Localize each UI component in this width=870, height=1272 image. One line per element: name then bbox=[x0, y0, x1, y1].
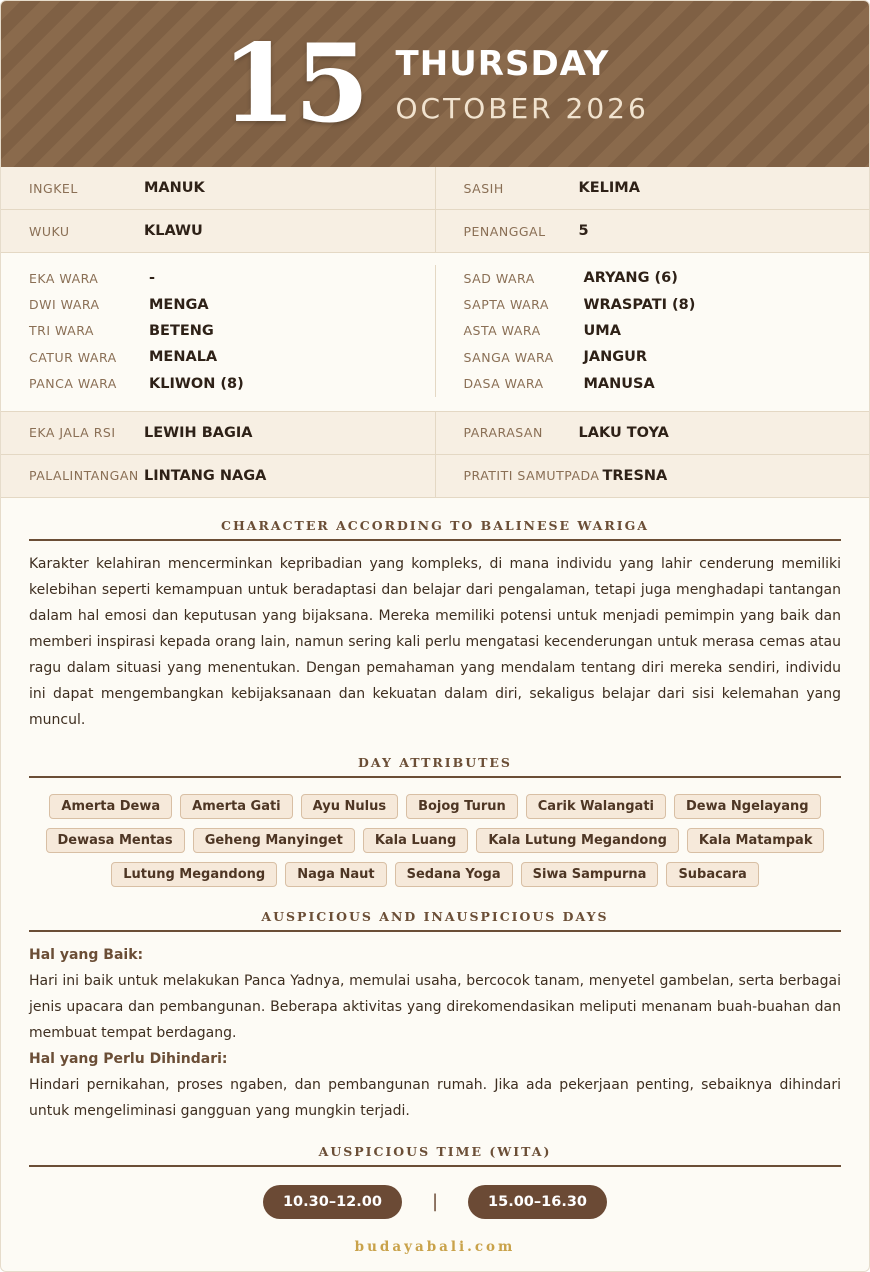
info-cell-penanggal bbox=[435, 210, 870, 252]
info-label: PARARASAN bbox=[463, 425, 543, 441]
wara-item bbox=[1, 371, 435, 397]
wara-label: DWI WARA bbox=[29, 297, 100, 313]
wara-value: UMA bbox=[583, 322, 621, 339]
wara-value: MANUSA bbox=[583, 375, 655, 392]
attribute-chip: Naga Naut bbox=[285, 862, 386, 887]
wara-item bbox=[436, 344, 870, 370]
times-section-title: AUSPICIOUS TIME (WITA) bbox=[29, 1144, 841, 1167]
wara-item bbox=[1, 291, 435, 317]
wara-value: BETENG bbox=[149, 322, 214, 339]
wara-table bbox=[1, 253, 869, 412]
info-row bbox=[1, 455, 869, 498]
info-value: LAKU TOYA bbox=[578, 424, 669, 441]
wara-item bbox=[436, 291, 870, 317]
info-cell-sasih bbox=[435, 167, 870, 209]
info-label: WUKU bbox=[29, 223, 70, 239]
avoid-text: Hindari pernikahan, proses ngaben, dan pembangunan rumah. Jika ada pekerjaan penting, sebaiknya dihindari untuk mengeliminasi gangguan yang mungkin terjadi. bbox=[29, 1076, 841, 1119]
wara-column-right bbox=[435, 265, 870, 397]
info-value: TRESNA bbox=[602, 467, 668, 484]
wara-label: SAPTA WARA bbox=[463, 297, 549, 313]
info-row bbox=[1, 210, 869, 253]
wara-label: PANCA WARA bbox=[29, 376, 117, 392]
info-value: MANUK bbox=[144, 180, 205, 196]
info-label: PALALINTANGAN bbox=[29, 468, 139, 484]
info-label: SASIH bbox=[463, 180, 504, 196]
attribute-chip: Ayu Nulus bbox=[301, 794, 398, 819]
attribute-chip: Subacara bbox=[666, 862, 758, 887]
month-year: OCTOBER 2026 bbox=[395, 91, 649, 125]
attribute-chip: Sedana Yoga bbox=[395, 862, 513, 887]
wara-label: SANGA WARA bbox=[463, 349, 554, 365]
wara-label: EKA WARA bbox=[29, 270, 99, 286]
attribute-chip: Dewa Ngelayang bbox=[674, 794, 821, 819]
info-label: EKA JALA RSI bbox=[29, 425, 116, 441]
attribute-chip: Bojog Turun bbox=[406, 794, 518, 819]
attribute-chip: Lutung Megandong bbox=[111, 862, 277, 887]
wara-item bbox=[1, 344, 435, 370]
wara-value: KLIWON (8) bbox=[149, 375, 244, 392]
weekday: THURSDAY bbox=[395, 43, 610, 84]
attribute-chip: Kala Lutung Megandong bbox=[476, 828, 679, 853]
wara-label: DASA WARA bbox=[463, 376, 544, 392]
info-value: KLAWU bbox=[144, 223, 203, 239]
wara-column-left bbox=[1, 265, 435, 397]
wara-value: - bbox=[149, 270, 156, 287]
attribute-chip: Siwa Sampurna bbox=[521, 862, 659, 887]
attribute-chip: Geheng Manyinget bbox=[193, 828, 355, 853]
wara-item bbox=[436, 318, 870, 344]
info-cell-wuku bbox=[1, 210, 435, 252]
site-footer: budayabali.com bbox=[354, 1238, 516, 1255]
attribute-chip: Dewasa Mentas bbox=[46, 828, 185, 853]
wara-label: CATUR WARA bbox=[29, 349, 117, 365]
time-slots bbox=[1, 1185, 869, 1219]
attributes-section-title: DAY ATTRIBUTES bbox=[29, 755, 841, 778]
info-value: LINTANG NAGA bbox=[144, 467, 267, 484]
info-label: PENANGGAL bbox=[463, 223, 546, 239]
info-cell-eka-jala-rsi bbox=[1, 412, 435, 454]
info-cell-pratiti-samutpada bbox=[435, 455, 870, 497]
wara-value: JANGUR bbox=[583, 349, 648, 366]
time-slot-pill: 15.00–16.30 bbox=[468, 1185, 607, 1219]
wara-label: SAD WARA bbox=[463, 270, 535, 286]
info-row bbox=[1, 167, 869, 210]
wara-item bbox=[1, 318, 435, 344]
info-label: INGKEL bbox=[29, 180, 78, 196]
wara-value: ARYANG (6) bbox=[583, 270, 678, 287]
time-separator: | bbox=[431, 1191, 439, 1213]
attribute-chips bbox=[29, 794, 841, 887]
info-value: 5 bbox=[578, 223, 589, 239]
wara-item bbox=[436, 371, 870, 397]
avoid-heading: Hal yang Perlu Dihindari: bbox=[29, 1050, 228, 1067]
wara-item bbox=[436, 265, 870, 291]
info-cell-pararasan bbox=[435, 412, 870, 454]
secondary-info bbox=[1, 412, 869, 498]
info-row bbox=[1, 412, 869, 455]
attribute-chip: Amerta Gati bbox=[180, 794, 292, 819]
attribute-chip: Carik Walangati bbox=[526, 794, 666, 819]
character-section-title: CHARACTER ACCORDING TO BALINESE WARIGA bbox=[29, 518, 841, 541]
primary-info bbox=[1, 167, 869, 253]
wara-value: WRASPATI (8) bbox=[583, 296, 696, 313]
character-text: Karakter kelahiran mencerminkan kepribadian yang kompleks, di mana individu yang lahir cenderung memiliki kelebihan seperti kemampuan untuk beradaptasi dan belajar dari pengalaman, tetapi juga menghadapi tantangan dalam hal emosi dan keputusan yang bijaksana. Mereka memiliki potensi untuk menjadi pemimpin yang baik dan memberi inspirasi kepada orang lain, namun sering kali perlu mengatasi kecenderungan untuk merasa cemas atau ragu dalam situasi yang menentukan. Dengan pemahaman yang mendalam tentang diri mereka sendiri, individu ini dapat mengembangkan kebijaksanaan dan kekuatan dalam diri, sekaligus belajar dari sisi kelemahan yang muncul. bbox=[29, 555, 841, 728]
attribute-chip: Amerta Dewa bbox=[49, 794, 172, 819]
time-slot-pill: 10.30–12.00 bbox=[263, 1185, 402, 1219]
info-label: PRATITI SAMUTPADA bbox=[463, 468, 600, 484]
attribute-chip: Kala Luang bbox=[363, 828, 468, 853]
date-header bbox=[1, 1, 869, 167]
wara-label: TRI WARA bbox=[29, 323, 94, 339]
wara-label: ASTA WARA bbox=[463, 323, 541, 339]
attribute-chip: Kala Matampak bbox=[687, 828, 825, 853]
info-cell-ingkel bbox=[1, 167, 435, 209]
wara-value: MENALA bbox=[149, 349, 218, 366]
date-text bbox=[396, 44, 649, 125]
day-number: 15 bbox=[221, 21, 368, 147]
info-value: LEWIH BAGIA bbox=[144, 424, 253, 441]
auspicious-section-title: AUSPICIOUS AND INAUSPICIOUS DAYS bbox=[29, 909, 841, 932]
wara-value: MENGA bbox=[149, 296, 209, 313]
info-cell-palalintangan bbox=[1, 455, 435, 497]
good-heading: Hal yang Baik: bbox=[29, 946, 144, 963]
wara-item bbox=[1, 265, 435, 291]
info-value: KELIMA bbox=[578, 180, 640, 196]
good-text: Hari ini baik untuk melakukan Panca Yadnya, memulai usaha, bercocok tanam, menyetel gambelan, serta berbagai jenis upacara dan pembangunan. Beberapa aktivitas yang direkomendasikan meliputi menanam buah-buahan dan membuat tempat berdagang. bbox=[29, 972, 841, 1041]
